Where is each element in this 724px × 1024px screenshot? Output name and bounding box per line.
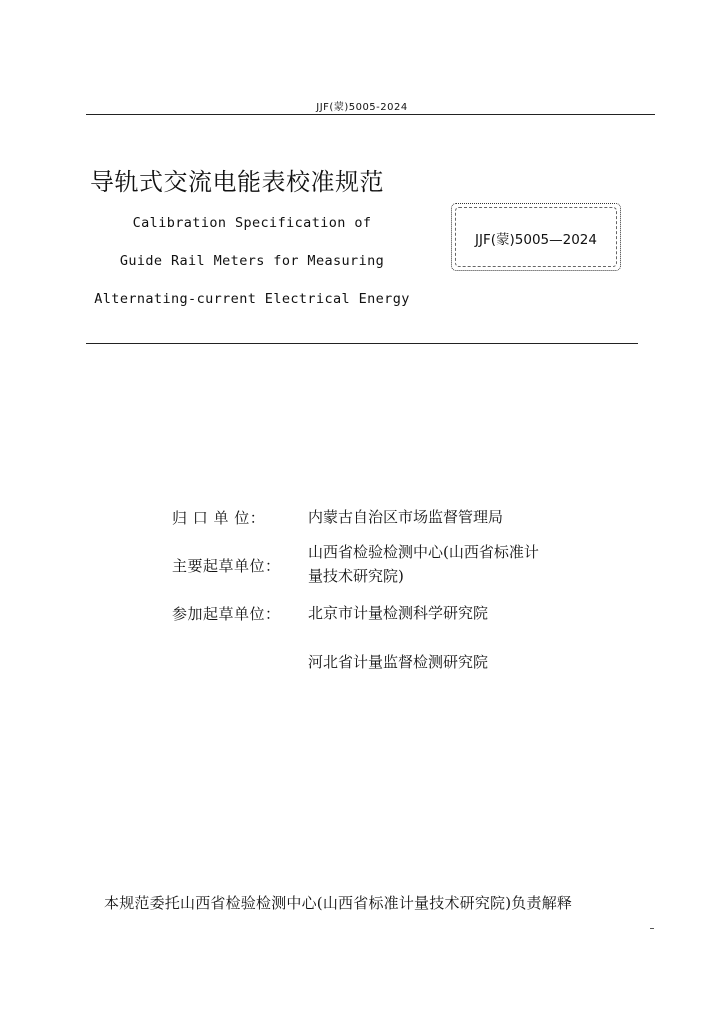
main-drafting-unit-value-line-1: 山西省检验检测中心(山西省标准计 (308, 543, 539, 561)
document-title-english-line-1: Calibration Specification of (132, 215, 372, 231)
document-title-chinese: 导轨式交流电能表校准规范 (90, 168, 384, 196)
participating-unit-value-1: 北京市计量检测科学研究院 (308, 604, 489, 622)
responsible-unit-value: 内蒙古自治区市场监督管理局 (308, 508, 504, 526)
participating-unit-value-2: 河北省计量监督检测研究院 (308, 653, 489, 671)
responsible-unit-label: 归 口 单 位： (172, 509, 266, 527)
standard-code-box (451, 203, 621, 271)
header-divider (86, 114, 655, 115)
standard-code-box-text: JJF(蒙)5005—2024 (475, 232, 597, 248)
title-divider (86, 343, 638, 344)
document-title-english-line-2: Guide Rail Meters for Measuring (119, 253, 385, 269)
document-title-english-line-3: Alternating-current Electrical Energy (94, 291, 410, 307)
interpretation-note: 本规范委托山西省检验检测中心(山西省标准计量技术研究院)负责解释 (104, 894, 573, 912)
page-corner-mark (650, 928, 654, 929)
participating-unit-label: 参加起草单位： (172, 605, 281, 623)
main-drafting-unit-value-line-2: 量技术研究院) (308, 567, 404, 585)
main-drafting-unit-label: 主要起草单位： (172, 557, 281, 575)
header-standard-code: JJF(蒙)5005-2024 (316, 102, 408, 113)
